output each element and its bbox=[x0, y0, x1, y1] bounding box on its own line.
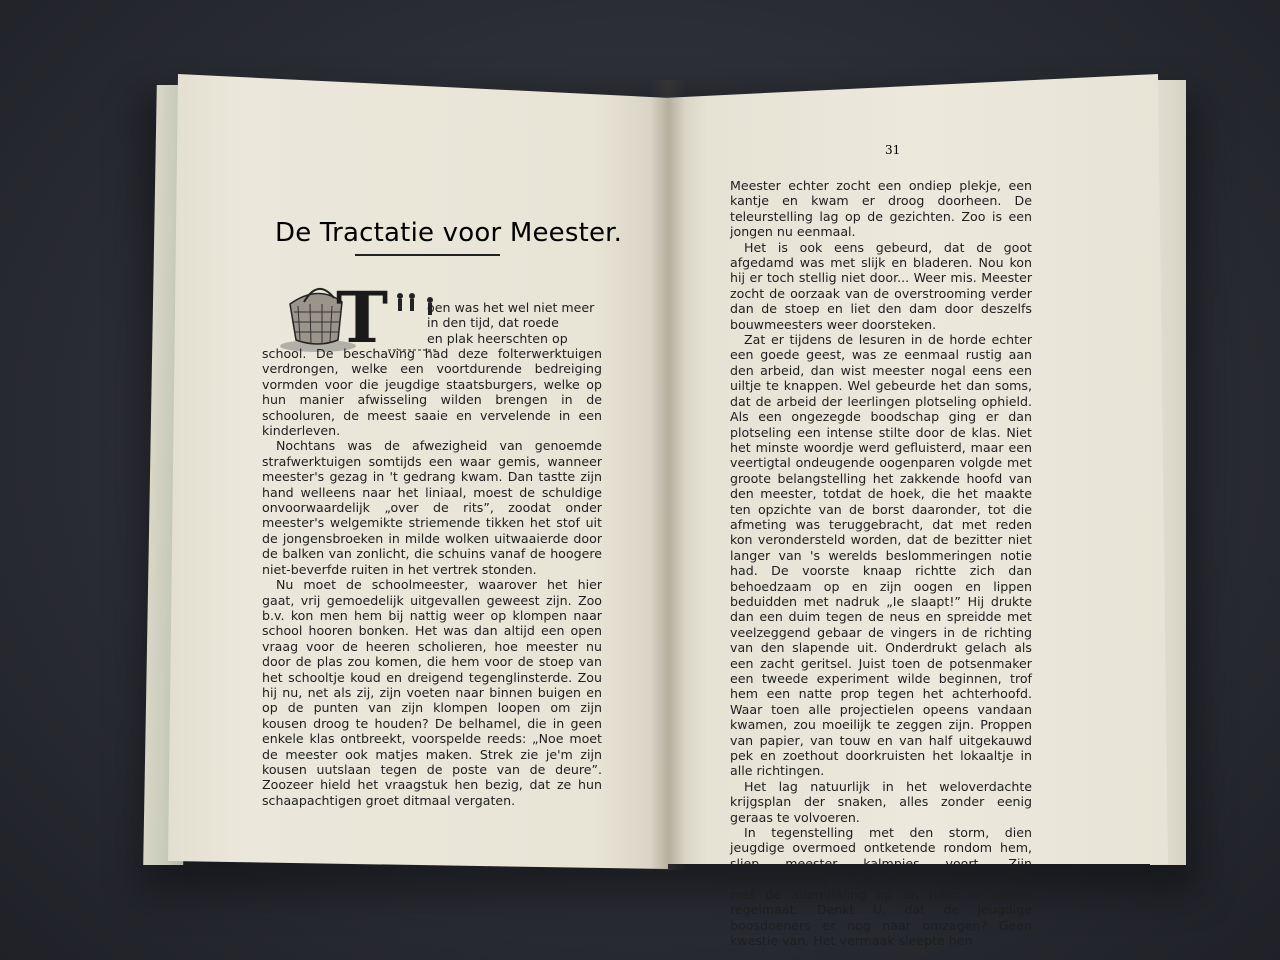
page-number: 31 bbox=[885, 143, 901, 157]
paragraph: school. De beschaving had deze folterwerktuigen verdrongen, welke een voortdurende bedreiging vormden voor die jeugdige staatsburgers, welke op hun manier afwisseling wilden brengen in de schooluren, de meest saaie en vervelende in een kinderleven. bbox=[262, 346, 602, 439]
chapter-title: De Tractatie voor Meester. bbox=[275, 218, 623, 248]
paragraph: Nu moet de schoolmeester, waarover het hier gaat, vrij gemoedelijk uitgevallen geweest zijn. Zoo b.v. kon men hem bij nattig weer op klompen naar school hooren bonken. Het was dan altijd een open vraag voor de heeren scholieren, hoe meester nu door de plas zou komen, die hem voor de stoep van het schooltje koud en dreigend tegenglinsterde. Zou hij nu, net als zij, zijn voeten naar binnen buigen en op de punten van zijn klompen loopen om zijn kousen droog te houden? De belhamel, die in geen enkele klas ontbreekt, voorspelde reeds: „Noe moet de meester ook matjes maken. Strek zie je'm zijn kousen uutslaan tegen de poste van de deure”. Zoozeer hield het vraagstuk hen bezig, dat ze hun schaapachtigen groet ditmaal vergaten. bbox=[262, 577, 602, 808]
text-line: oen was het wel niet meer bbox=[427, 300, 595, 315]
paragraph: Meester echter zocht een ondiep plekje, een kantje en kwam er droog doorheen. De teleurstelling lag op de gezichten. Zoo is een jongen nu eenmaal. bbox=[730, 178, 1032, 240]
text-line: in den tijd, dat roede bbox=[427, 315, 559, 331]
text-line: en plak heerschten op bbox=[427, 330, 568, 346]
paragraph: Het is ook eens gebeurd, dat de goot afgedamd was met slijk en bladeren. Nou kon hij er toch stellig niet door... Weer mis. Meester zocht de oorzaak van de overstrooming verder dan de stoep en liet den dam door deszelfs bouwmeesters weer doorsteken. bbox=[730, 239, 1032, 332]
book-gutter bbox=[650, 80, 686, 870]
drop-cap-illustration bbox=[278, 276, 438, 354]
paragraph: In tegenstelling met den storm, dien jeugdige overmoed ontketende rondom hem, sliep meester kalmpjes voort. Zijn eerbiedwaardig hoofd ging bijna onmerkbaar met de ademhaling op en neer in zachte regelmaat. Denkt U, dat de jeugdige boosdoeners er nog naar omzagen? Geen kwestie van. Het vermaak sleepte hen bbox=[730, 825, 1032, 948]
right-body-text bbox=[730, 178, 1032, 948]
paragraph: Zat er tijdens de lesuren in de horde echter een goede geest, was ze eenmaal rustig aan den arbeid, dan wist meester nogal eens een uiltje te knappen. Wel gebeurde het dan soms, dat de arbeid der leerlingen plotseling ophield. Als een ongezegde boodschap ging er dan plotseling een intense stilte door de klas. Niet het minste woordje werd gefluisterd, maar een veertigtal ondeugende oogenparen volgde met groote belangstelling het zakkende hoofd van den meester, totdat de hoek, die het maakte ten opzichte van de borst daaronder, tot die afmeting was teruggebracht, dat met reden kon verondersteld worden, dat de bezitter niet langer van 's werelds beslommeringen notie had. De voorste knaap richtte zich dan behoedzaam op en zijn oogen en lippen beduidden met nadruk „Ie slaapt!” Hij drukte dan een duim tegen de neus en spreidde met veelzeggend gebaar de vingers in de richting van den slapende uit. Onderdrukt gelach als een zacht geritsel. Juist toen de potsenmaker een tweede experiment wilde beginnen, trof hem een natte prop tegen het achterhoofd. Waar toen alle projectielen opeens vandaan kwamen, zou moeilijk te zeggen zijn. Proppen van papier, van touw en van half uitgekauwd pek en zoethout doorkruisten het lokaaltje in alle richtingen. bbox=[730, 332, 1032, 779]
drop-cap-letter: T bbox=[336, 276, 389, 354]
left-text-beside-drop-cap bbox=[427, 300, 602, 346]
paragraph: Nochtans was de afwezigheid van genoemde strafwerktuigen somtijds een waar gemis, wanneer meester's gezag in 't gedrang kwam. Dan tastte zijn hand welleens naar het liniaal, moest de schuldige onvoorwaardelijk „over de rits”, zoodat onder meester's welgemikte striemende tikken het stof uit de jongensbroeken in milde wolken uitwaaierde door de balken van zonlicht, die schuins vanaf de hoogere niet-beverfde ruiten in het vertrek stonden. bbox=[262, 438, 602, 577]
title-underline bbox=[355, 254, 500, 256]
left-body-text bbox=[262, 346, 602, 808]
paragraph: Het lag natuurlijk in het weloverdachte krijgsplan der snaken, alles zonder eenig geraas te volvoeren. bbox=[730, 778, 1032, 825]
